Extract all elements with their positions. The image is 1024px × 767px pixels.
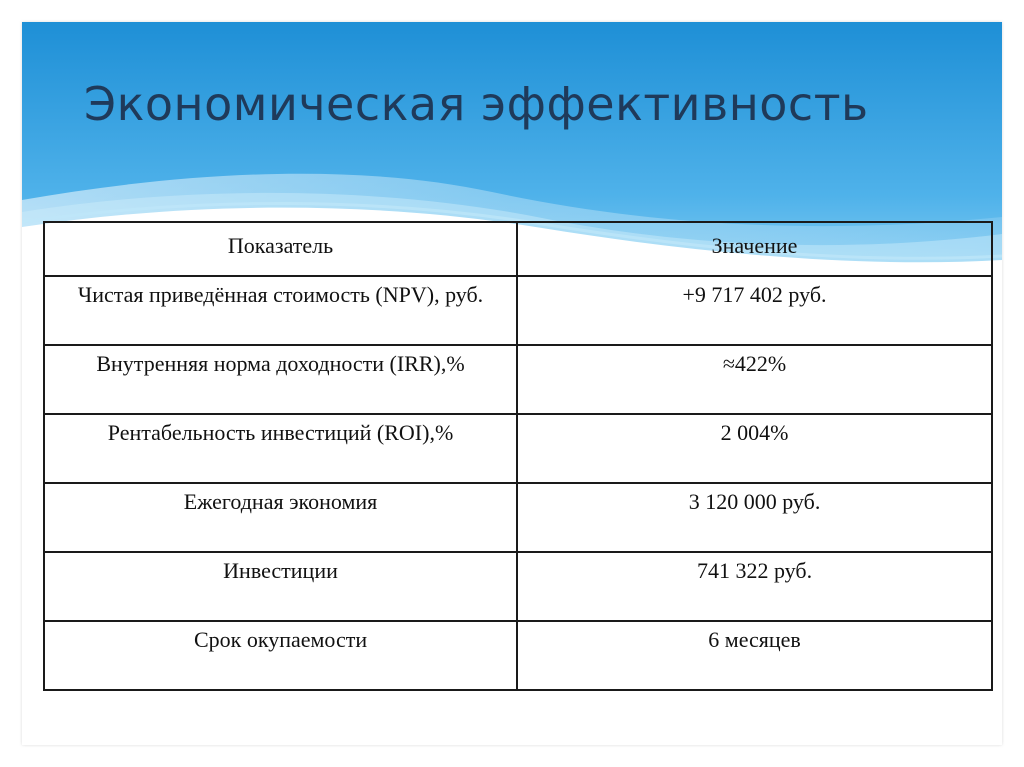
- indicator-cell: Чистая приведённая стоимость (NPV), руб.: [44, 276, 517, 345]
- header-cell-value: Значение: [517, 222, 992, 276]
- value-cell: 741 322 руб.: [517, 552, 992, 621]
- indicator-cell: Срок окупаемости: [44, 621, 517, 690]
- indicator-cell: Рентабельность инвестиций (ROI),%: [44, 414, 517, 483]
- header-cell-indicator: Показатель: [44, 222, 517, 276]
- indicator-cell: Ежегодная экономия: [44, 483, 517, 552]
- indicator-cell: Внутренняя норма доходности (IRR),%: [44, 345, 517, 414]
- table-row: [44, 276, 992, 345]
- table-row: [44, 621, 992, 690]
- table-row: [44, 414, 992, 483]
- table-row: [44, 552, 992, 621]
- efficiency-table: [43, 221, 993, 691]
- table-row: [44, 345, 992, 414]
- slide: [22, 22, 1002, 745]
- value-cell: 3 120 000 руб.: [517, 483, 992, 552]
- value-cell: +9 717 402 руб.: [517, 276, 992, 345]
- value-cell: 2 004%: [517, 414, 992, 483]
- value-cell: ≈422%: [517, 345, 992, 414]
- table-row: [44, 483, 992, 552]
- value-cell: 6 месяцев: [517, 621, 992, 690]
- table-header-row: [44, 222, 992, 276]
- indicator-cell: Инвестиции: [44, 552, 517, 621]
- page-title: Экономическая эффективность: [84, 77, 869, 131]
